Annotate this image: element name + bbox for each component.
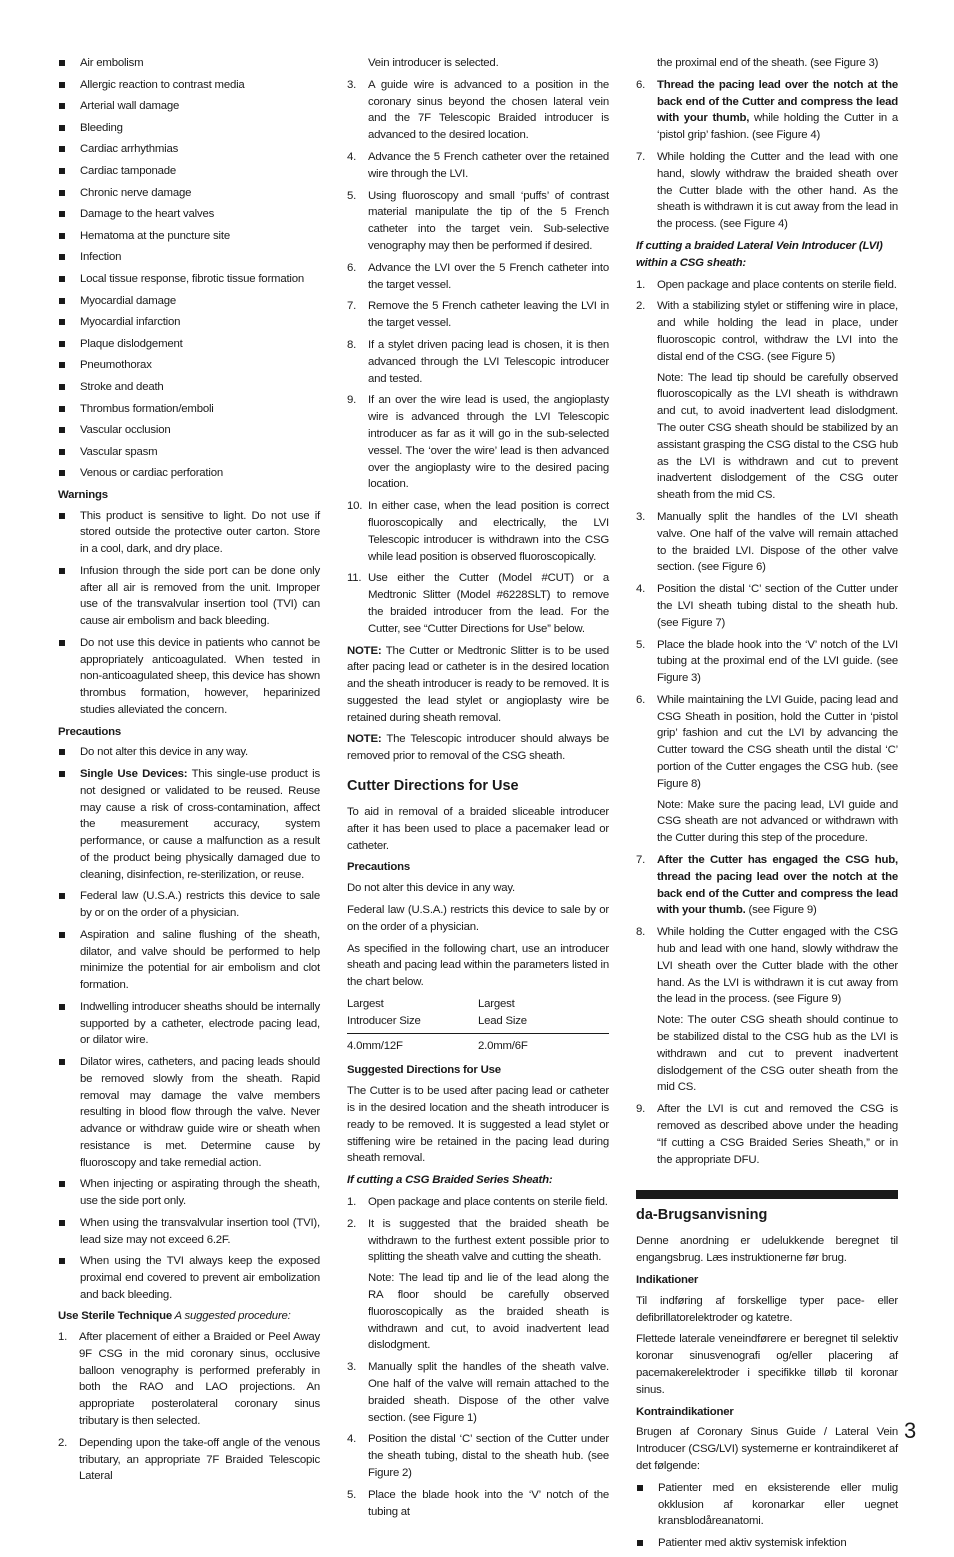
list-item: Damage to the heart valves (58, 206, 320, 223)
step-text: Using fluoroscopy and small ‘puffs’ of contrast material manipulate the tip of the 5 French catheter into the target vein. Sub-selective venography may then be performed if desired. (368, 189, 609, 252)
indications-heading: Indikationer (636, 1274, 699, 1286)
list-item: Myocardial damage (58, 293, 320, 310)
step (636, 692, 898, 847)
braided-steps-continued (636, 77, 898, 233)
step-number: 5. (347, 1488, 357, 1501)
step-number: 1. (58, 1331, 68, 1344)
bold-label: Use Sterile Technique (58, 1310, 172, 1323)
step-note: Note: Make sure the pacing lead, LVI guide and CSG sheath are not advanced or withdrawn with the Cutter during this step of the procedure. (657, 798, 898, 845)
list-item: Do not alter this device in any way. (58, 744, 320, 761)
list-item: Aspiration and saline flushing of the sheath, dilator, and valve should be performed to help minimize the potential for air embolism and clot formation. (58, 927, 320, 994)
warnings-heading: Warnings (58, 488, 108, 501)
step-number: 7. (636, 854, 646, 867)
step (347, 188, 609, 255)
step (636, 149, 898, 233)
list-item: Cardiac tamponade (58, 163, 320, 180)
list-item: Arterial wall damage (58, 98, 320, 115)
bold-text: Thread the pacing lead over the notch at the back end of the Cutter and compress the lead with your thumb, (657, 78, 898, 125)
list-item: Bleeding (58, 120, 320, 137)
step-number: 8. (636, 926, 646, 939)
step-text: Position the distal ‘C’ section of the Cutter under the LVI sheath tubing distal to the sheath hub. (see Figure 7) (657, 583, 898, 629)
step-note: Note: The lead tip and lie of the lead along the RA floor should be carefully observed fluoroscopically as the braided sheath is withdrawn and cut, to avoid inadvertent lead dislodgment. (368, 1272, 609, 1352)
step-text: Place the blade hook into the ‘V’ notch of the tubing at (368, 1488, 609, 1518)
step-text: In either case, when the lead position is correct fluoroscopically and electrically, the LVI Telescopic introducer is withdrawn into the CSG while lead position is observed fluoroscopically. (368, 500, 609, 563)
table-cell: 2.0mm/6F (478, 1039, 528, 1052)
cutter-intro: To aid in removal of a braided sliceable introducer after it has been used to place a pacemaker lead or catheter. (347, 806, 609, 852)
list-item: Myocardial infarction (58, 314, 320, 331)
step (347, 298, 609, 332)
step-text: If an over the wire lead is used, the angioplasty wire is advanced through the LVI Telescopic introducer as far as it will go in the sub-selected vessel. The ‘over the wire’ lead is then advanced over the angioplasty wire to the desired pacing location. (368, 394, 609, 491)
step (347, 77, 609, 144)
lvi-steps (636, 277, 898, 1169)
step (347, 149, 609, 183)
paragraph: Flettede laterale veneindførere er beregnet til selektiv koronar sinusvenografi og/eller placering af pacemakerelektroder i specifikke tilløb til koronar sinus. (636, 1333, 898, 1396)
list-item: Vascular occlusion (58, 422, 320, 439)
step-number: 4. (347, 1433, 357, 1446)
step (636, 509, 898, 576)
step-text: After placement of either a Braided or Peel Away 9F CSG in the mid coronary sinus, occlusive balloon venography is performed preferably in both the RAO and LAO projections. An appropriate posterolateral coronary sinus tributary is then selected. (79, 1331, 320, 1428)
column-1 (58, 55, 320, 1490)
table-header: Largest Lead Size (478, 996, 609, 1033)
list-item: Plaque dislodgement (58, 336, 320, 353)
paragraph: Til indføring af forskellige typer pace- eller defibrillatorelektroder og katetre. (636, 1294, 898, 1324)
step-text: With a stabilizing stylet or stiffening wire in place, and while holding the lead in place, under fluoroscopic control, withdraw the LVI into the distal end of the CSG. (see Figure 5) (657, 300, 898, 363)
paragraph: As specified in the following chart, use an introducer sheath and pacing lead within the parameters listed in the chart below. (347, 942, 609, 989)
step-number: 1. (347, 1196, 357, 1209)
step-text: It is suggested that the braided sheath be withdrawn to the furthest extent possible prior to splitting the sheath valve and cutting the sheath. (368, 1217, 609, 1264)
continued-text: the proximal end of the sheath. (see Figure 3) (657, 57, 879, 69)
step-number: 8. (347, 338, 357, 351)
step-note: Note: The outer CSG sheath should continue to be stabilized distal to the CSG hub as the LVI is withdrawn and cut to prevent inadvertent dislodgement of the CSG outer sheath from the mid CS. (657, 1014, 898, 1094)
step-text: If a stylet driven pacing lead is chosen, it is then advanced through the LVI Telescopic introducer and tested. (368, 338, 609, 385)
list-item: When using the transvalvular insertion tool (TVI), lead size may not exceed 6.2F. (58, 1215, 320, 1249)
step (58, 1435, 320, 1485)
paragraph: Federal law (U.S.A.) restricts this device to sale by or on the order of a physician. (347, 904, 609, 933)
note-text: The Cutter or Medtronic Slitter is to be used after pacing lead or catheter is in the desired location and the sheath introducer is ready to be removed. It is suggested the lead stylet or angioplasty wire be retained during sheath removal. (347, 644, 609, 724)
cutter-heading: Cutter Directions for Use (347, 778, 519, 795)
list-item: Allergic reaction to contrast media (58, 77, 320, 94)
suggested-directions-heading: Suggested Directions for Use (347, 1064, 501, 1077)
contraindications-heading: Kontraindikationer (636, 1405, 734, 1418)
step-number: 7. (636, 150, 646, 163)
precautions-list (58, 744, 320, 1303)
list-item: This product is sensitive to light. Do not use if stored outside the protective outer carton. Store in a cool, dark, and dry place. (58, 508, 320, 558)
contraindications-list (636, 1480, 898, 1552)
step-text: Remove the 5 French catheter leaving the LVI in the target vessel. (368, 300, 609, 330)
step-number: 6. (347, 261, 357, 274)
step (347, 498, 609, 565)
step (347, 337, 609, 387)
step-number: 2. (58, 1436, 68, 1449)
procedure-steps (347, 77, 609, 638)
list-item: Patienter med aktiv systemisk infektion (636, 1535, 898, 1552)
step-text: Advance the 5 French catheter over the retained wire through the LVI. (368, 150, 609, 180)
step-text: Position the distal ‘C’ section of the Cutter under the sheath tubing, distal to the sheath hub. (see Figure 2) (368, 1433, 609, 1479)
step-number: 2. (636, 300, 646, 313)
step (347, 260, 609, 294)
step (636, 581, 898, 631)
braided-sheath-heading: If cutting a CSG Braided Series Sheath: (347, 1174, 553, 1187)
sterile-technique-heading (58, 1308, 320, 1325)
step (347, 1194, 609, 1211)
step-number: 6. (636, 693, 646, 706)
list-item: Patienter med en eksisterende eller mulig okklusion af koronarkar eller uegnet kransblodåreanatomi. (636, 1480, 898, 1530)
list-item: Local tissue response, fibrotic tissue formation (58, 271, 320, 288)
list-item: Chronic nerve damage (58, 185, 320, 202)
step (636, 277, 898, 294)
paragraph: Denne anordning er udelukkende beregnet til engangsbrug. Læs instruktionerne før brug. (636, 1235, 898, 1265)
table-cell: 4.0mm/12F (347, 1039, 403, 1052)
section-divider-bar (636, 1190, 898, 1199)
item-text: This single-use product is not designed or validated to be reused. Reuse may cause a risk of cross-contamination, affect the measurement accuracy, system performance, or cause a malfunction as a result of the product being physically damaged due to cleaning, disinfection, re-sterilization, or reuse. (80, 768, 320, 881)
step-number: 3. (347, 1361, 357, 1374)
lvi-heading: If cutting a braided Lateral Vein Introducer (LVI) within a CSG sheath: (636, 239, 883, 269)
plain-text: (see Figure 9) (745, 904, 817, 917)
note-label: NOTE: (347, 733, 382, 746)
step (636, 924, 898, 1096)
step (636, 298, 898, 504)
step-note: Note: The lead tip should be carefully observed fluoroscopically as the LVI sheath is withdrawn and cut, to avoid inadvertent lead dislodgment. The outer CSG sheath should be stabilized by an assistant grasping the CSG distal to the CSG hub as the LVI is withdrawn and cut to prevent inadvertent dislodgement of the CSG outer sheath from the mid CS. (657, 371, 898, 502)
precautions-heading: Precautions (347, 861, 411, 874)
step-number: 3. (347, 78, 357, 91)
step-text: While maintaining the LVI Guide, pacing lead and CSG Sheath in position, hold the Cutter in ‘pistol grip’ fashion and cut the LVI by advancing the Cutter toward the CSG sheath until the distal ‘C’ portion of the Cutter engages the CSG hub. (see Figure 8) (657, 693, 898, 790)
step-number: 10. (347, 500, 363, 513)
page-number: 3 (903, 1418, 916, 1443)
step-number: 9. (636, 1103, 646, 1116)
bold-text: After the Cutter has engaged the CSG hub, thread the pacing lead over the notch at the back end of the Cutter and compress the lead with your thumb. (657, 854, 898, 917)
table-header: Largest Introducer Size (347, 996, 478, 1033)
step-text (657, 852, 898, 919)
list-item: Indwelling introducer sheaths should be internally supported by a catheter, electrode pacing lead, or dilator wire. (58, 999, 320, 1049)
list-item: When injecting or aspirating through the sheath, use the side port only. (58, 1176, 320, 1210)
list-item: Pneumothorax (58, 357, 320, 374)
step-text: Manually split the handles of the sheath valve. One half of the valve will remain attached to the braided sheath. Dispose of the other valve section. (see Figure 1) (368, 1361, 609, 1424)
size-table (347, 996, 609, 1054)
column-2 (347, 55, 609, 1525)
step (636, 77, 898, 144)
step-text: Advance the LVI over the 5 French catheter into the target vessel. (368, 261, 609, 291)
list-item: Hematoma at the puncture site (58, 228, 320, 245)
note-label: NOTE: (347, 644, 382, 657)
paragraph: The Cutter is to be used after pacing lead or catheter is in the desired location and the sheath introducer is ready to be removed. It is suggested a lead stylet or stiffening wire be retained in the pacing lead during sheath removal. (347, 1085, 609, 1165)
paragraph: Brugen af Coronary Sinus Guide / Lateral Vein Introducer (CSG/LVI) systemerne er kontraindikeret af det følgende: (636, 1426, 898, 1472)
list-item: Dilator wires, catheters, and pacing leads should be removed slowly from the sheath. Rapid removal may damage the valve members resulting in blood flow through the valve. Never advance or withdraw guide wire or sheath when resistance is met. Determine cause by fluoroscopy and take remedial action. (58, 1054, 320, 1172)
step (636, 1101, 898, 1168)
step-number: 2. (347, 1217, 357, 1230)
list-item: When using the TVI always keep the exposed proximal end covered to prevent air embolization and back bleeding. (58, 1253, 320, 1303)
list-item: Do not use this device in patients who cannot be appropriately anticoagulated. When tested in non-anticoagulated sheep, this device has shown thrombus formation, however, heparinized studies alleviated the concern. (58, 635, 320, 719)
note-text: The Telescopic introducer should always be removed prior to removal of the CSG sheath. (347, 733, 609, 763)
plain-text: while holding the Cutter in a ‘pistol grip’ fashion. (see Figure 4) (657, 112, 898, 142)
list-item: Stroke and death (58, 379, 320, 396)
step-text: Depending upon the take-off angle of the venous tributary, an appropriate 7F Braided Telescopic Lateral (79, 1436, 320, 1483)
paragraph: Do not alter this device in any way. (347, 882, 515, 895)
warnings-list (58, 508, 320, 719)
step (347, 1216, 609, 1354)
step-text: Use either the Cutter (Model #CUT) or a Medtronic Slitter (Model #6228SLT) to remove the braided introducer from the lead. For the Cutter, see “Cutter Directions for Use” below. (368, 572, 609, 635)
step-number: 3. (636, 510, 646, 523)
list-item: Venous or cardiac perforation (58, 465, 320, 482)
step-number: 11. (347, 572, 362, 585)
list-item (58, 766, 320, 884)
step (347, 1431, 609, 1481)
list-item: Air embolism (58, 55, 320, 72)
step-number: 7. (347, 300, 357, 313)
step (347, 1487, 609, 1521)
column-3 (636, 55, 898, 1557)
list-item: Federal law (U.S.A.) restricts this device to sale by or on the order of a physician. (58, 888, 320, 922)
step-number: 4. (636, 583, 646, 596)
note-paragraph (347, 643, 609, 727)
adverse-events-list (58, 55, 320, 482)
step-text: While holding the Cutter and the lead with one hand, slowly withdraw the braided sheath over the Cutter blade with the other hand. As the sheath is withdrawn it is cut away from the lead in the process. (see Figure 4) (657, 150, 898, 231)
step-text: Manually split the handles of the LVI sheath valve. One half of the valve will remain attached to the braided LVI. Dispose of the other valve section. (see Figure 6) (657, 510, 898, 574)
step-text: While holding the Cutter engaged with the CSG hub and lead with one hand, slowly withdraw the LVI sheath over the Cutter blade with the other hand. As the LVI is withdrawn it is cut away from the lead in the process. (see Figure 9) (657, 926, 898, 1006)
step (58, 1329, 320, 1430)
list-item: Cardiac arrhythmias (58, 141, 320, 158)
step-text: A guide wire is advanced to a position in the coronary sinus beyond the chosen lateral vein and the 7F Telescopic Braided introducer is advanced to the desired location. (368, 78, 609, 142)
step (636, 852, 898, 919)
list-item: Infection (58, 249, 320, 266)
step (347, 570, 609, 637)
step-number: 4. (347, 150, 357, 163)
step-number: 6. (636, 78, 646, 91)
step (347, 1359, 609, 1426)
step-text: Open package and place contents on sterile field. (657, 278, 897, 291)
step-number: 5. (347, 189, 357, 202)
list-item: Infusion through the side port can be done only after all air is removed from the unit. Improper use of the transvalvular insertion tool (TVI) can cause air embolism and back bleeding. (58, 563, 320, 630)
step-text: Open package and place contents on sterile field. (368, 1196, 608, 1209)
step (636, 637, 898, 687)
precautions-heading: Precautions (58, 725, 122, 738)
list-item: Vascular spasm (58, 444, 320, 461)
step-text: After the LVI is cut and removed the CSG is removed as described above under the heading “If cutting a CSG Braided Series Sheath,” or in the appropriate DFU. (657, 1103, 898, 1166)
step-text (657, 77, 898, 144)
note-paragraph (347, 731, 609, 765)
list-item: Thrombus formation/emboli (58, 401, 320, 418)
italic-text: A suggested procedure: (171, 1310, 291, 1323)
danish-heading: da-Brugsanvisning (636, 1207, 768, 1224)
procedure-steps (58, 1329, 320, 1485)
step-number: 9. (347, 394, 357, 407)
continued-text: Vein introducer is selected. (368, 57, 499, 69)
braided-steps (347, 1194, 609, 1520)
step-text: Place the blade hook into the ‘V’ notch of the LVI tubing at the proximal end of the LVI guide. (see Figure 3) (657, 638, 898, 685)
bold-label: Single Use Devices: (80, 768, 188, 781)
step (347, 392, 609, 493)
step-number: 1. (636, 278, 646, 291)
step-number: 5. (636, 638, 646, 651)
